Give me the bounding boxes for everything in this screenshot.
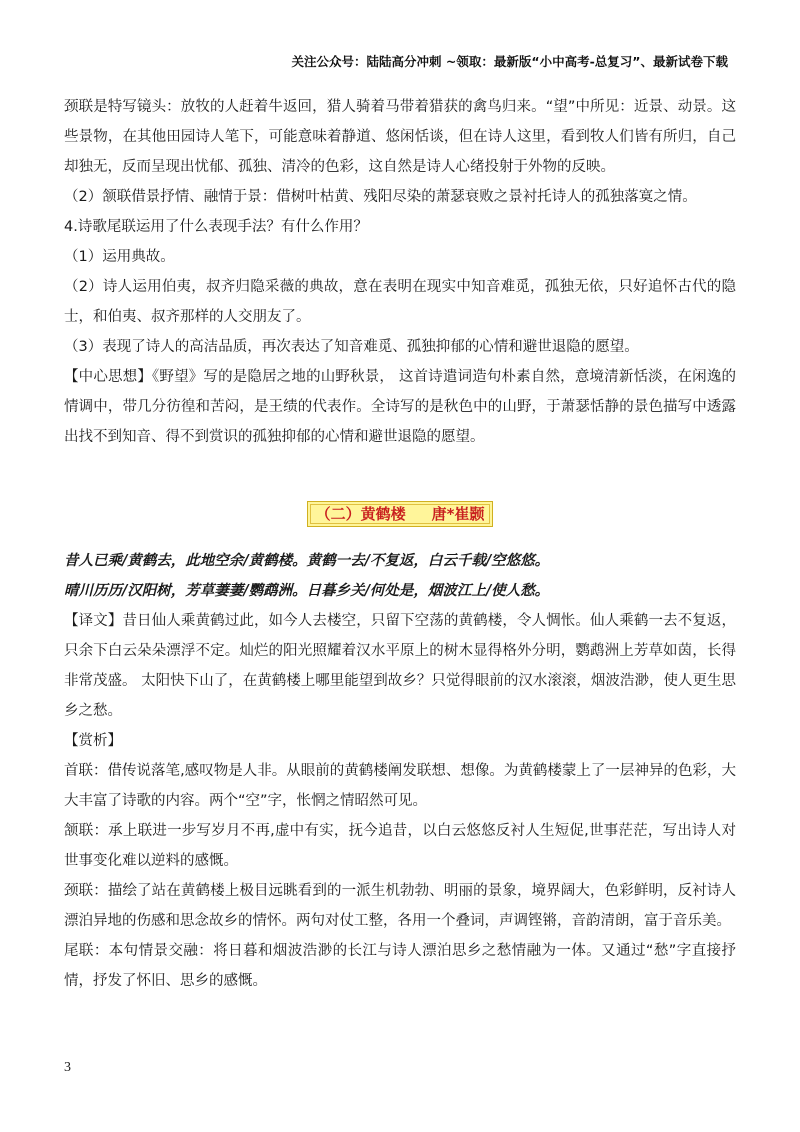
poem-line: 昔人已乘/黄鹤去，此地空余/黄鹤楼。黄鹤一去/不复返，白云千载/空悠悠。 [64, 552, 550, 569]
central-idea-paragraph: 【中心思想】《野望》写的是隐居之地的山野秋景， 这首诗遣词造句朴素自然，意境清新恬淡，在闲逸的情调中，带几分彷徨和苦闷，是王绩的代表作。全诗写的是秋色中的山野，于萧瑟恬静的景色描写中透露出找不到知音、得不到赏识的孤独抑郁的心情和避世退隐的愿望。 [64, 369, 736, 445]
translation-paragraph: 【译文】昔日仙人乘黄鹤过此，如今人去楼空，只留下空荡的黄鹤楼，令人惆怅。仙人乘鹤一去不复返，只余下白云朵朵漂浮不定。灿烂的阳光照耀着汉水平原上的树木显得格外分明，鹦鹉洲上芳草如茵，长得非常茂盛。 太阳快下山了，在黄鹤楼上哪里能望到故乡？只觉得眼前的汉水滚滚，烟波浩渺，使人更生思乡之愁。 [64, 613, 736, 719]
paragraph: 颔联：承上联进一步写岁月不再,虚中有实，抚今追昔，以白云悠悠反衬人生短促,世事茫茫，写出诗人对世事变化难以逆料的感慨。 [64, 823, 736, 869]
poem-line: 晴川历历/汉阳树，芳草萋萋/鹦鹉洲。日暮乡关/何处是，烟波江上/使人愁。 [64, 582, 550, 599]
poem-author: 唐*崔颢 [431, 505, 485, 523]
paragraph: 尾联：本句情景交融：将日暮和烟波浩渺的长江与诗人漂泊思乡之愁情融为一体。又通过“愁”字直接抒情，抒发了怀旧、思乡的感慨。 [64, 943, 736, 989]
paragraph: （3）表现了诗人的高洁品质，再次表达了知音难觅、孤独抑郁的心情和避世退隐的愿望。 [64, 339, 639, 355]
page-number: 3 [64, 1060, 71, 1075]
page-content [64, 92, 736, 996]
paragraph: （2）诗人运用伯夷，叔齐归隐采薇的典故，意在表明在现实中知音难觅，孤独无依，只好追怀古代的隐士，和伯夷、叔齐那样的人交朋友了。 [64, 279, 736, 325]
poem-title: （二）黄鹤楼 [315, 505, 406, 523]
section-title [307, 501, 494, 527]
appreciation-heading: 【赏析】 [64, 733, 122, 749]
paragraph: （2）颔联借景抒情、融情于景：借树叶枯黄、残阳尽染的萧瑟衰败之景衬托诗人的孤独落寞之情。 [64, 189, 697, 205]
question-heading: 4.诗歌尾联运用了什么表现手法？有什么作用？ [64, 219, 368, 235]
section-title-wrap [64, 500, 736, 524]
paragraph: 颈联是特写镜头：放牧的人赶着牛返回，猎人骑着马带着猎获的禽鸟归来。“望”中所见：近景、动景。这些景物，在其他田园诗人笔下，可能意味着静道、悠闲恬谈，但在诗人这里，看到牧人们皆有所归，自己却独无，反而呈现出忧郁、孤独、清冷的色彩，这自然是诗人心绪投射于外物的反映。 [64, 99, 736, 175]
paragraph: 颈联：描绘了站在黄鹤楼上极目远眺看到的一派生机勃勃、明丽的景象，境界阔大，色彩鲜明，反衬诗人漂泊异地的伤感和思念故乡的情怀。两句对仗工整，各用一个叠词，声调铿锵，音韵清朗，富于音乐美。 [64, 883, 736, 929]
paragraph: 首联：借传说落笔,感叹物是人非。从眼前的黄鹤楼阐发联想、想像。为黄鹤楼蒙上了一层神异的色彩，大大丰富了诗歌的内容。两个“空”字，怅惘之情昭然可见。 [64, 763, 736, 809]
page-header: 关注公众号：陆陆高分冲刺 ~领取：最新版“小中高考-总复习”、最新试卷下载 [291, 54, 728, 69]
paragraph: （1）运用典故。 [64, 249, 175, 265]
